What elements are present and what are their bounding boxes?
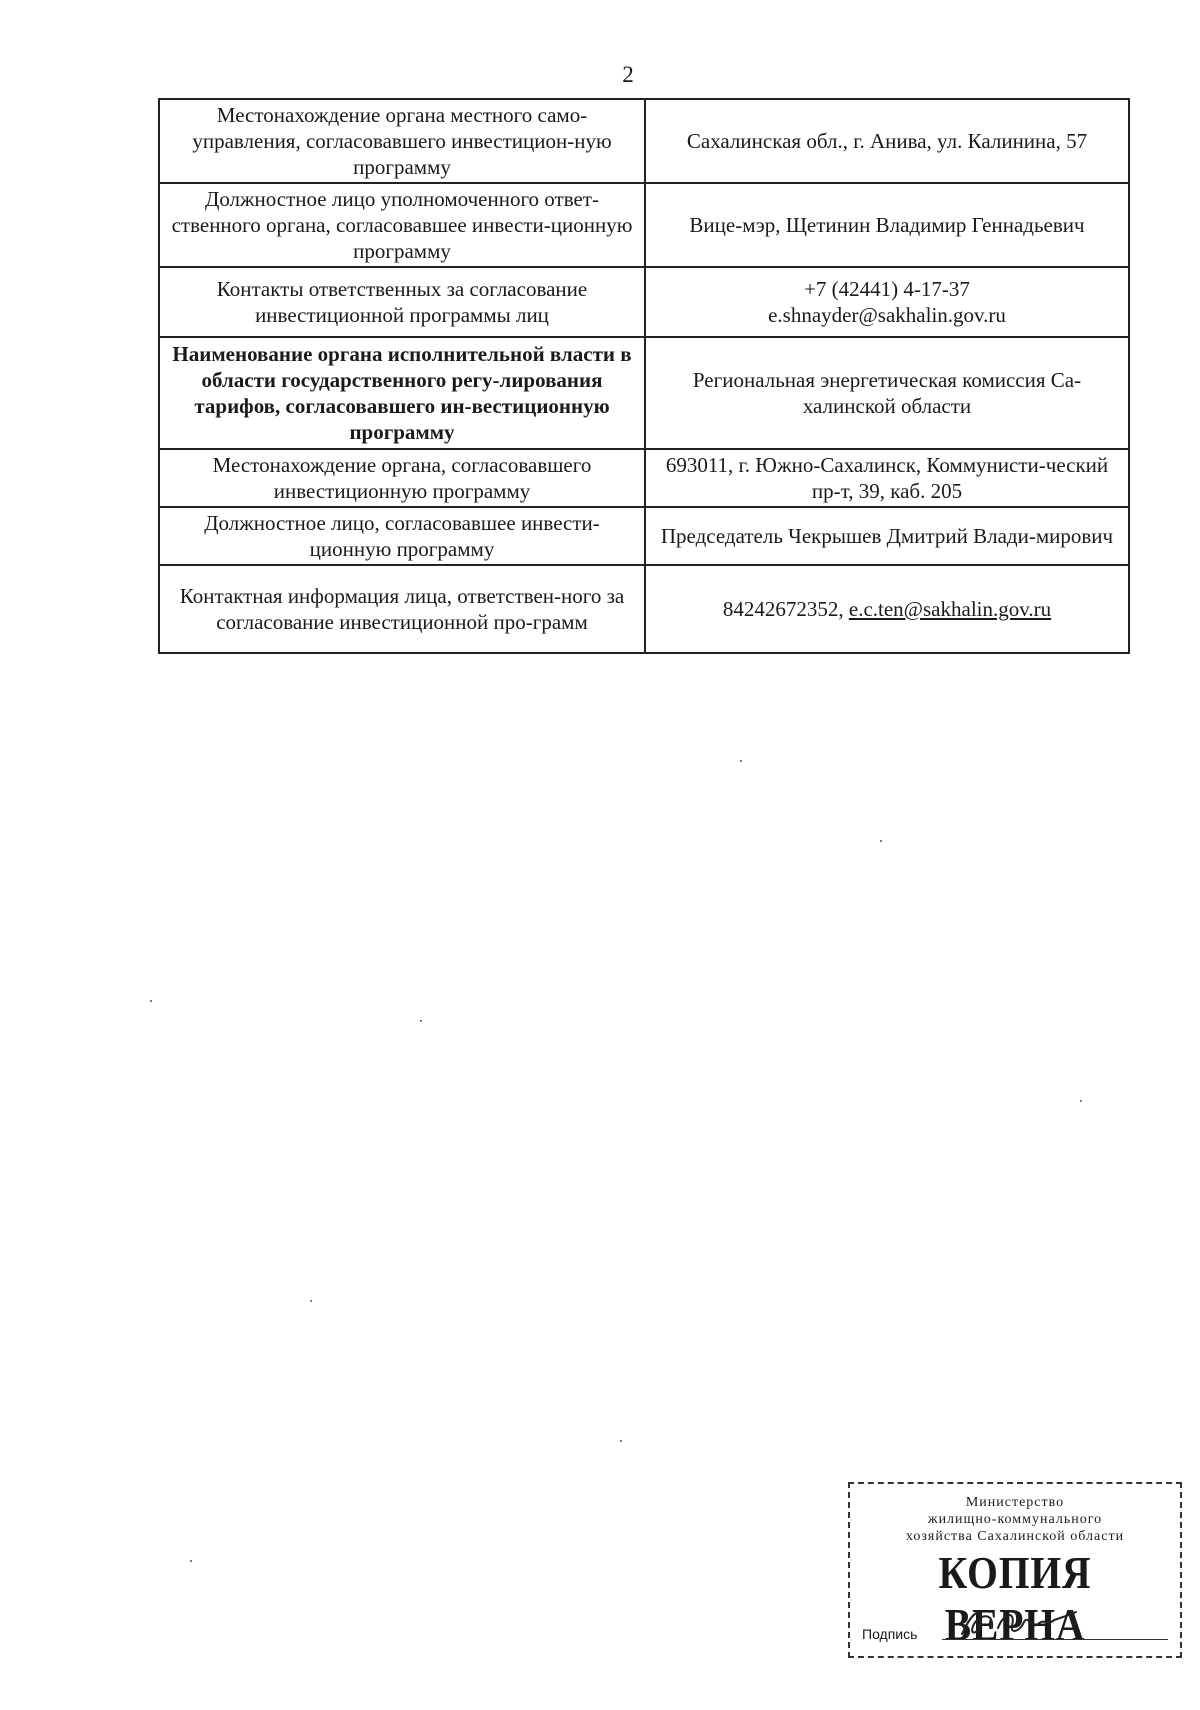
approval-info-table bbox=[158, 98, 1130, 654]
table-row bbox=[159, 337, 1129, 449]
page-number: 2 bbox=[622, 62, 634, 87]
scan-speck bbox=[150, 1000, 152, 1002]
row-value-regulator-contacts bbox=[645, 565, 1129, 653]
row-value-regulator-location: 693011, г. Южно-Сахалинск, Коммунисти-ческий пр-т, 39, каб. 205 bbox=[645, 449, 1129, 507]
row-value-municipal-location: Сахалинская обл., г. Анива, ул. Калинина, 57 bbox=[645, 99, 1129, 183]
row-label-regulator-contacts: Контактная информация лица, ответствен-ного за согласование инвестиционной про-грамм bbox=[159, 565, 645, 653]
row-label-regulator-official: Должностное лицо, согласовавшее инвести-ционную программу bbox=[159, 507, 645, 565]
table-row bbox=[159, 565, 1129, 653]
scan-speck bbox=[620, 1440, 622, 1442]
stamp-signature-label: Подпись bbox=[862, 1626, 918, 1642]
row-label-regulator-location: Местонахождение органа, согласовавшего инвестиционную программу bbox=[159, 449, 645, 507]
stamp-title: КОПИЯ ВЕРНА bbox=[938, 1547, 1092, 1650]
table-row bbox=[159, 267, 1129, 337]
regulator-email-link[interactable]: e.c.ten@sakhalin.gov.ru bbox=[848, 597, 1052, 621]
scan-speck bbox=[190, 1560, 192, 1562]
row-value-regulator-official: Председатель Чекрышев Дмитрий Влади-мирович bbox=[645, 507, 1129, 565]
scan-speck bbox=[420, 1020, 422, 1022]
row-label-municipal-location: Местонахождение органа местного само-управления, согласовавшего инвестицион-ную программу bbox=[159, 99, 645, 183]
certified-copy-stamp bbox=[848, 1482, 1182, 1658]
stamp-ministry-line: Министерство bbox=[965, 1495, 1065, 1510]
contact-phone: +7 (42441) 4-17-37 bbox=[804, 277, 970, 301]
row-label-municipal-contacts: Контакты ответственных за согласование инвестиционной программы лиц bbox=[159, 267, 645, 337]
table-row bbox=[159, 183, 1129, 267]
row-label-municipal-official: Должностное лицо уполномоченного ответ-ственного органа, согласовавшее инвести-ционную программу bbox=[159, 183, 645, 267]
row-label-regulator-name: Наименование органа исполнительной власти в области государственного регу-лирования тарифов, согласовавшего ин-вестиционную программу bbox=[159, 337, 645, 449]
table-row bbox=[159, 449, 1129, 507]
row-value-municipal-contacts bbox=[645, 267, 1129, 337]
table-row bbox=[159, 507, 1129, 565]
stamp-region-line: хозяйства Сахалинской области bbox=[905, 1529, 1125, 1544]
contact-email: e.shnayder@sakhalin.gov.ru bbox=[768, 303, 1006, 327]
row-value-regulator-name: Региональная энергетическая комиссия Са-халинской области bbox=[645, 337, 1129, 449]
stamp-department-line: жилищно-коммунального bbox=[927, 1512, 1103, 1527]
handwritten-signature-icon bbox=[954, 1604, 1104, 1642]
stamp-signature-row bbox=[862, 1626, 1168, 1642]
scan-speck bbox=[740, 760, 742, 762]
row-value-municipal-official: Вице-мэр, Щетинин Владимир Геннадьевич bbox=[645, 183, 1129, 267]
table-row bbox=[159, 99, 1129, 183]
scan-speck bbox=[1080, 1100, 1082, 1102]
scan-speck bbox=[310, 1300, 312, 1302]
scan-speck bbox=[880, 840, 882, 842]
regulator-phone: 84242672352, bbox=[722, 597, 849, 621]
